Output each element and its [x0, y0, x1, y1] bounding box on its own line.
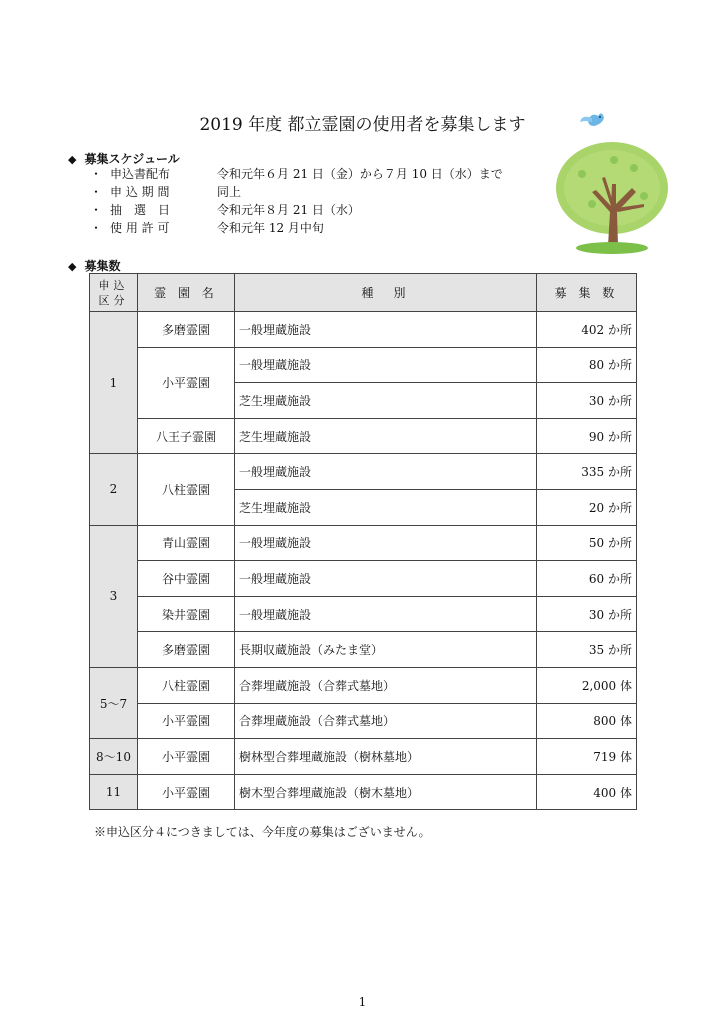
- cemetery-name-cell: 小平霊園: [138, 774, 235, 810]
- facility-kind-cell: 樹林型合葬埋蔵施設（樹林墓地）: [235, 739, 537, 775]
- table-row: [90, 561, 637, 597]
- table-row: [90, 454, 637, 490]
- facility-kind-cell: 一般埋蔵施設: [235, 525, 537, 561]
- schedule-label: 使 用 許 可: [110, 221, 170, 235]
- kubun-cell: 8～10: [90, 739, 138, 775]
- recruitment-table: [89, 273, 637, 810]
- facility-kind-cell: 樹木型合葬埋蔵施設（樹木墓地）: [235, 774, 537, 810]
- kubun-cell: 5～7: [90, 667, 138, 738]
- cemetery-name-cell: 八柱霊園: [138, 667, 235, 703]
- facility-kind-cell: 長期収蔵施設（みたま堂）: [235, 632, 537, 668]
- count-cell: 90 か所: [537, 418, 637, 454]
- facility-kind-cell: 合葬埋蔵施設（合葬式墓地）: [235, 703, 537, 739]
- bullet-icon: ・: [90, 185, 103, 199]
- table-row: [90, 312, 637, 348]
- facility-kind-cell: 芝生埋蔵施設: [235, 418, 537, 454]
- kubun-cell: 2: [90, 454, 138, 525]
- cemetery-name-cell: 小平霊園: [138, 347, 235, 418]
- cemetery-name-cell: 多磨霊園: [138, 312, 235, 348]
- schedule-item: [90, 165, 503, 183]
- bullet-icon: ・: [90, 221, 103, 235]
- count-cell: 402 か所: [537, 312, 637, 348]
- schedule-label: 抽 選 日: [110, 203, 171, 217]
- cemetery-name-cell: 染井霊園: [138, 596, 235, 632]
- count-cell: 60 か所: [537, 561, 637, 597]
- schedule-value: 令和元年 12 月中旬: [217, 221, 324, 235]
- cemetery-name-cell: 八柱霊園: [138, 454, 235, 525]
- count-cell: 719 体: [537, 739, 637, 775]
- header-count: 募 集 数: [537, 274, 637, 312]
- table-row: [90, 667, 637, 703]
- table-header-row: [90, 274, 637, 312]
- diamond-bullet-icon: ◆: [68, 260, 77, 273]
- schedule-item: [90, 219, 503, 237]
- cemetery-name-cell: 八王子霊園: [138, 418, 235, 454]
- schedule-label: 申 込 期 間: [110, 185, 170, 199]
- count-cell: 30 か所: [537, 596, 637, 632]
- table-row: [90, 596, 637, 632]
- count-cell: 335 か所: [537, 454, 637, 490]
- tree-illustration: [552, 108, 670, 256]
- table-row: [90, 632, 637, 668]
- table-row: [90, 347, 637, 383]
- header-name: 霊 園 名: [138, 274, 235, 312]
- table-row: [90, 525, 637, 561]
- count-cell: 400 体: [537, 774, 637, 810]
- count-cell: 800 体: [537, 703, 637, 739]
- facility-kind-cell: 芝生埋蔵施設: [235, 489, 537, 525]
- schedule-list: [90, 165, 503, 237]
- bullet-icon: ・: [90, 203, 103, 217]
- facility-kind-cell: 一般埋蔵施設: [235, 596, 537, 632]
- schedule-value: 令和元年８月 21 日（水）: [217, 203, 360, 217]
- count-cell: 2,000 体: [537, 667, 637, 703]
- table-row: [90, 774, 637, 810]
- table-row: [90, 703, 637, 739]
- cemetery-name-cell: 谷中霊園: [138, 561, 235, 597]
- table-row: [90, 739, 637, 775]
- count-cell: 20 か所: [537, 489, 637, 525]
- kubun-cell: 1: [90, 312, 138, 454]
- schedule-value: 同上: [217, 185, 242, 199]
- schedule-item: [90, 183, 503, 201]
- bird-icon: [580, 113, 604, 126]
- schedule-value: 令和元年６月 21 日（金）から７月 10 日（水）まで: [217, 167, 503, 181]
- count-cell: 35 か所: [537, 632, 637, 668]
- facility-kind-cell: 合葬埋蔵施設（合葬式墓地）: [235, 667, 537, 703]
- recruit-heading: ◆ 募集数: [68, 259, 121, 273]
- schedule-item: [90, 201, 503, 219]
- header-kind: 種 別: [235, 274, 537, 312]
- page-title: 2019 年度 都立霊園の使用者を募集します: [199, 115, 526, 135]
- count-cell: 50 か所: [537, 525, 637, 561]
- facility-kind-cell: 一般埋蔵施設: [235, 454, 537, 490]
- kubun-cell: 11: [90, 774, 138, 810]
- page-number: 1: [358, 995, 367, 1009]
- count-cell: 30 か所: [537, 383, 637, 419]
- cemetery-name-cell: 小平霊園: [138, 739, 235, 775]
- diamond-bullet-icon: ◆: [68, 153, 77, 166]
- cemetery-name-cell: 多磨霊園: [138, 632, 235, 668]
- table-row: [90, 418, 637, 454]
- bullet-icon: ・: [90, 167, 103, 181]
- facility-kind-cell: 芝生埋蔵施設: [235, 383, 537, 419]
- footnote: ※申込区分４につきましては、今年度の募集はございません。: [94, 825, 431, 839]
- header-kubun: 申込 区分: [90, 274, 138, 312]
- kubun-cell: 3: [90, 525, 138, 667]
- facility-kind-cell: 一般埋蔵施設: [235, 312, 537, 348]
- cemetery-name-cell: 小平霊園: [138, 703, 235, 739]
- schedule-heading: ◆ 募集スケジュール: [68, 152, 180, 166]
- cemetery-name-cell: 青山霊園: [138, 525, 235, 561]
- schedule-label: 申込書配布: [110, 167, 171, 181]
- facility-kind-cell: 一般埋蔵施設: [235, 347, 537, 383]
- count-cell: 80 か所: [537, 347, 637, 383]
- facility-kind-cell: 一般埋蔵施設: [235, 561, 537, 597]
